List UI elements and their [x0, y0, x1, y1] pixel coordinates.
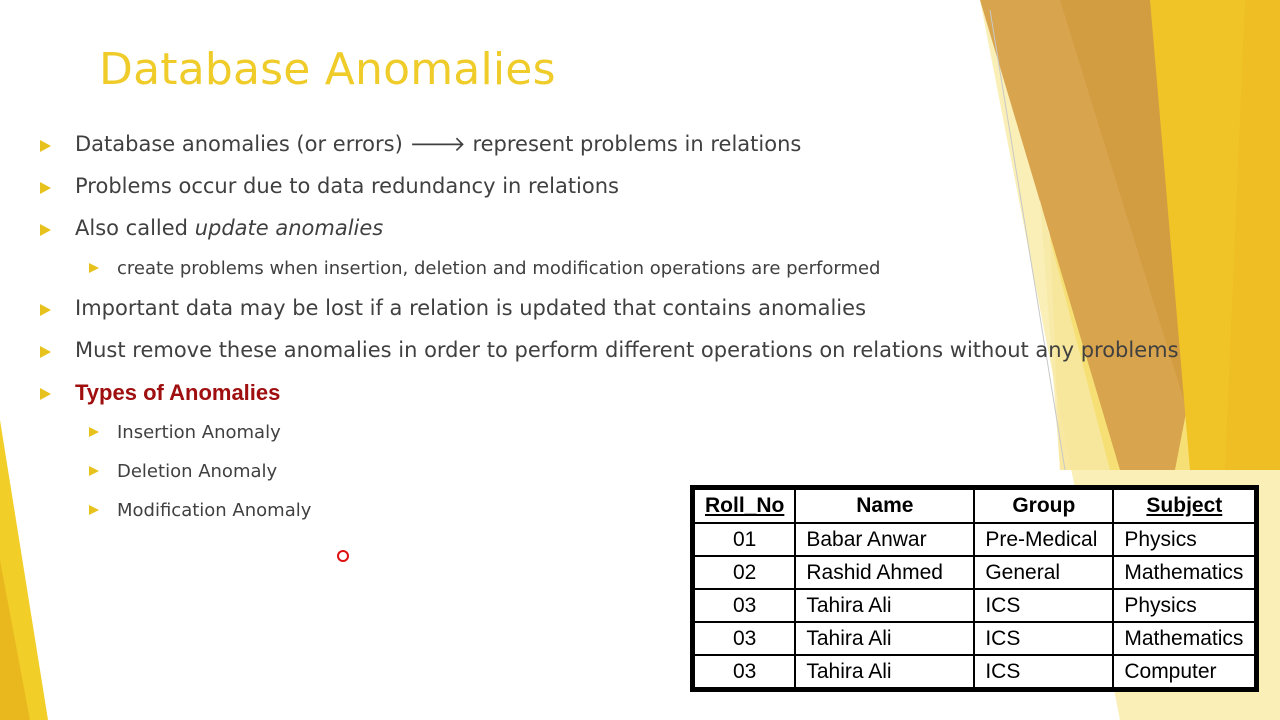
sub-bullet-item: [117, 422, 281, 443]
bullet-marker-icon: [89, 427, 99, 437]
bullet-item: [75, 296, 866, 320]
sub-bullet-item: [117, 461, 277, 482]
sub-bullet-item: [117, 500, 311, 521]
table-cell: Mathematics: [1113, 556, 1255, 589]
data-table: [693, 488, 1256, 689]
table-cell: Babar Anwar: [795, 523, 974, 556]
student-table: [693, 488, 1256, 689]
bullet-marker-icon: [40, 304, 51, 316]
bullet-item: [75, 132, 801, 157]
column-header-subject: Subject: [1113, 489, 1255, 523]
bullet-marker-icon: [40, 346, 51, 358]
bullet-text: Insertion Anomaly: [117, 422, 281, 443]
table-cell: 03: [694, 622, 795, 655]
bullet-text: Important data may be lost if a relation is updated that contains anomalies: [75, 296, 867, 320]
bullet-italic-text: update anomalies: [194, 216, 384, 240]
table-cell: ICS: [974, 655, 1113, 688]
bullet-item: [75, 380, 280, 406]
bullet-item: [75, 338, 1179, 362]
bullet-text: Must remove these anomalies in order to perform different operations on relations without any problems: [75, 338, 1179, 362]
table-cell: ICS: [974, 622, 1113, 655]
sub-bullet-item: [117, 258, 880, 279]
bullet-text: Database anomalies (or errors): [75, 132, 410, 156]
bullet-marker-icon: [40, 182, 51, 194]
bullet-marker-icon: [89, 505, 99, 515]
table-row: [694, 622, 1255, 655]
bullet-marker-icon: [40, 224, 51, 236]
table-cell: Rashid Ahmed: [795, 556, 974, 589]
table-cell: 03: [694, 589, 795, 622]
table-row: [694, 523, 1255, 556]
table-cell: Physics: [1113, 589, 1255, 622]
bullet-marker-icon: [40, 388, 51, 400]
bullet-text: Modification Anomaly: [117, 500, 312, 521]
column-header-group: Group: [974, 489, 1113, 523]
table-cell: ICS: [974, 589, 1113, 622]
bullet-text: create problems when insertion, deletion and modification operations are performed: [117, 258, 881, 279]
bullet-marker-icon: [40, 140, 51, 152]
table-cell: 01: [694, 523, 795, 556]
pointer-cursor-icon: [337, 550, 349, 562]
table-cell: 02: [694, 556, 795, 589]
bullet-text: represent problems in relations: [465, 132, 802, 156]
table-row: [694, 556, 1255, 589]
table-cell: 03: [694, 655, 795, 688]
bullet-item: [75, 174, 619, 198]
table-row: [694, 655, 1255, 688]
table-cell: Tahira Ali: [795, 589, 974, 622]
arrow-right-icon: 🡒: [409, 132, 466, 156]
table-cell: Computer: [1113, 655, 1255, 688]
bullet-text: Deletion Anomaly: [117, 461, 278, 482]
table-cell: Mathematics: [1113, 622, 1255, 655]
bullet-marker-icon: [89, 263, 99, 273]
types-of-anomalies-heading: Types of Anomalies: [75, 380, 281, 405]
bullet-text: Also called: [75, 216, 195, 240]
table-header-row: [694, 489, 1255, 523]
bullet-item: [75, 216, 383, 240]
table-row: [694, 589, 1255, 622]
table-cell: Pre-Medical: [974, 523, 1113, 556]
bullet-text: Problems occur due to data redundancy in relations: [75, 174, 619, 198]
table-cell: Tahira Ali: [795, 655, 974, 688]
column-header-roll-no: Roll_No: [694, 489, 795, 523]
table-cell: Physics: [1113, 523, 1255, 556]
column-header-name: Name: [795, 489, 974, 523]
bullet-marker-icon: [89, 466, 99, 476]
slide-title: Database Anomalies: [99, 44, 556, 95]
table-cell: General: [974, 556, 1113, 589]
table-cell: Tahira Ali: [795, 622, 974, 655]
